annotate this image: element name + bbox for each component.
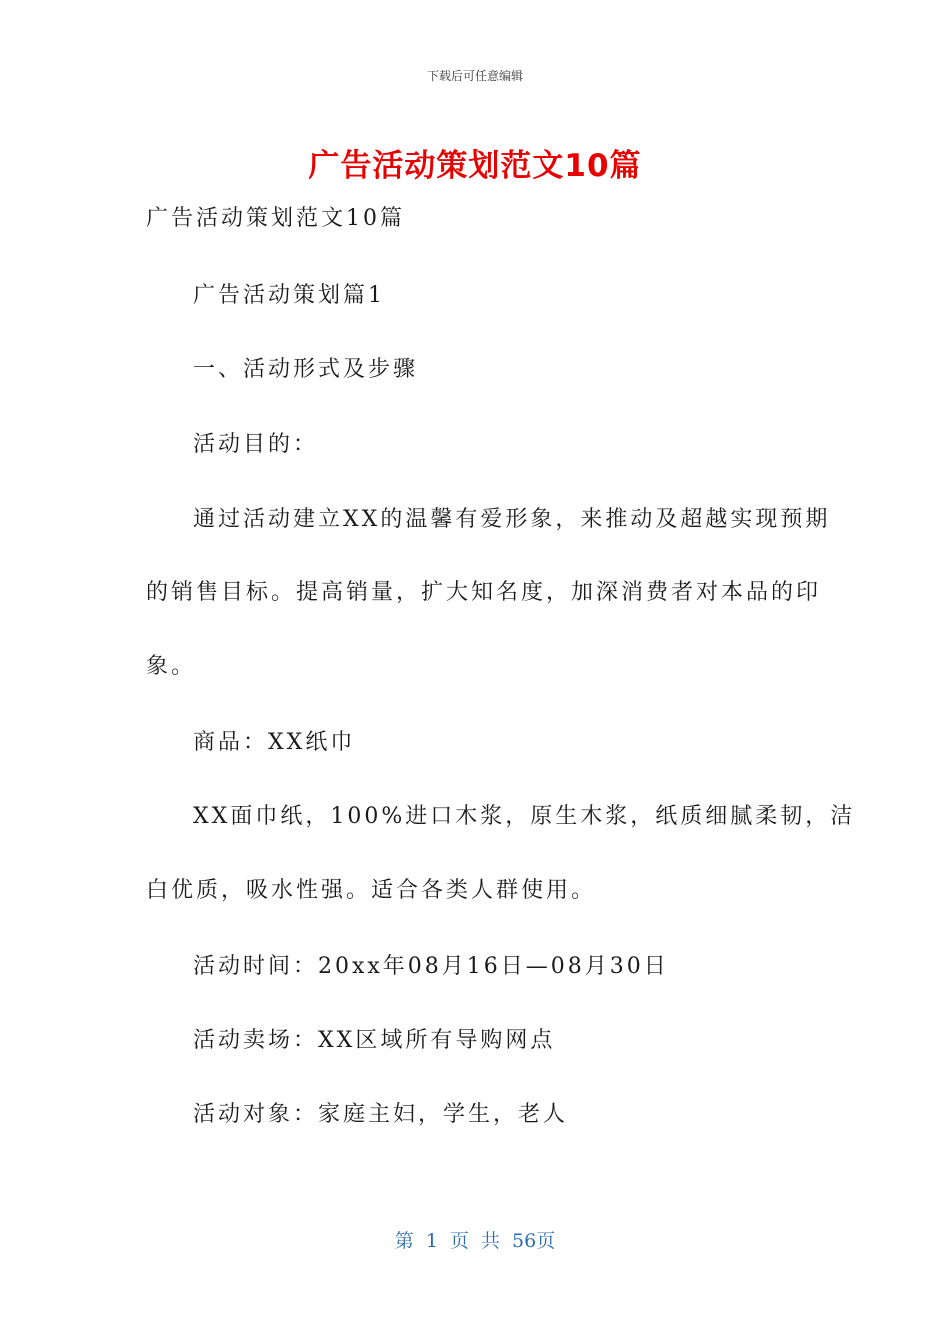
- body-line-product: 商品：XX纸巾: [193, 730, 356, 755]
- body-line-subheading: 一、活动形式及步骤: [193, 357, 419, 382]
- header-note: 下载后可任意编辑: [426, 69, 523, 83]
- body-line: XX面巾纸，100%进口木浆，原生木浆，纸质细腻柔韧，洁: [193, 804, 856, 829]
- body-line-section-heading: 广告活动策划篇1: [193, 283, 385, 308]
- body-line: 象。: [146, 654, 197, 679]
- body-line-purpose-label: 活动目的：: [193, 432, 319, 457]
- body-line-activity-audience: 活动对象：家庭主妇，学生，老人: [193, 1102, 569, 1127]
- page-number-footer: 第 1 页 共 56页: [394, 1230, 556, 1252]
- body-line: 的销售目标。提高销量，扩大知名度，加深消费者对本品的印: [146, 580, 822, 605]
- document-title: 广告活动策划范文10篇: [308, 148, 642, 184]
- body-line: 通过活动建立XX的温馨有爱形象，来推动及超越实现预期: [193, 507, 831, 532]
- body-line-activity-venue: 活动卖场：XX区域所有导购网点: [193, 1028, 556, 1053]
- body-line-activity-time: 活动时间：20xx年08月16日—08月30日: [193, 954, 669, 979]
- body-line-subtitle: 广告活动策划范文10篇: [146, 206, 405, 231]
- body-line: 白优质，吸水性强。适合各类人群使用。: [146, 878, 597, 903]
